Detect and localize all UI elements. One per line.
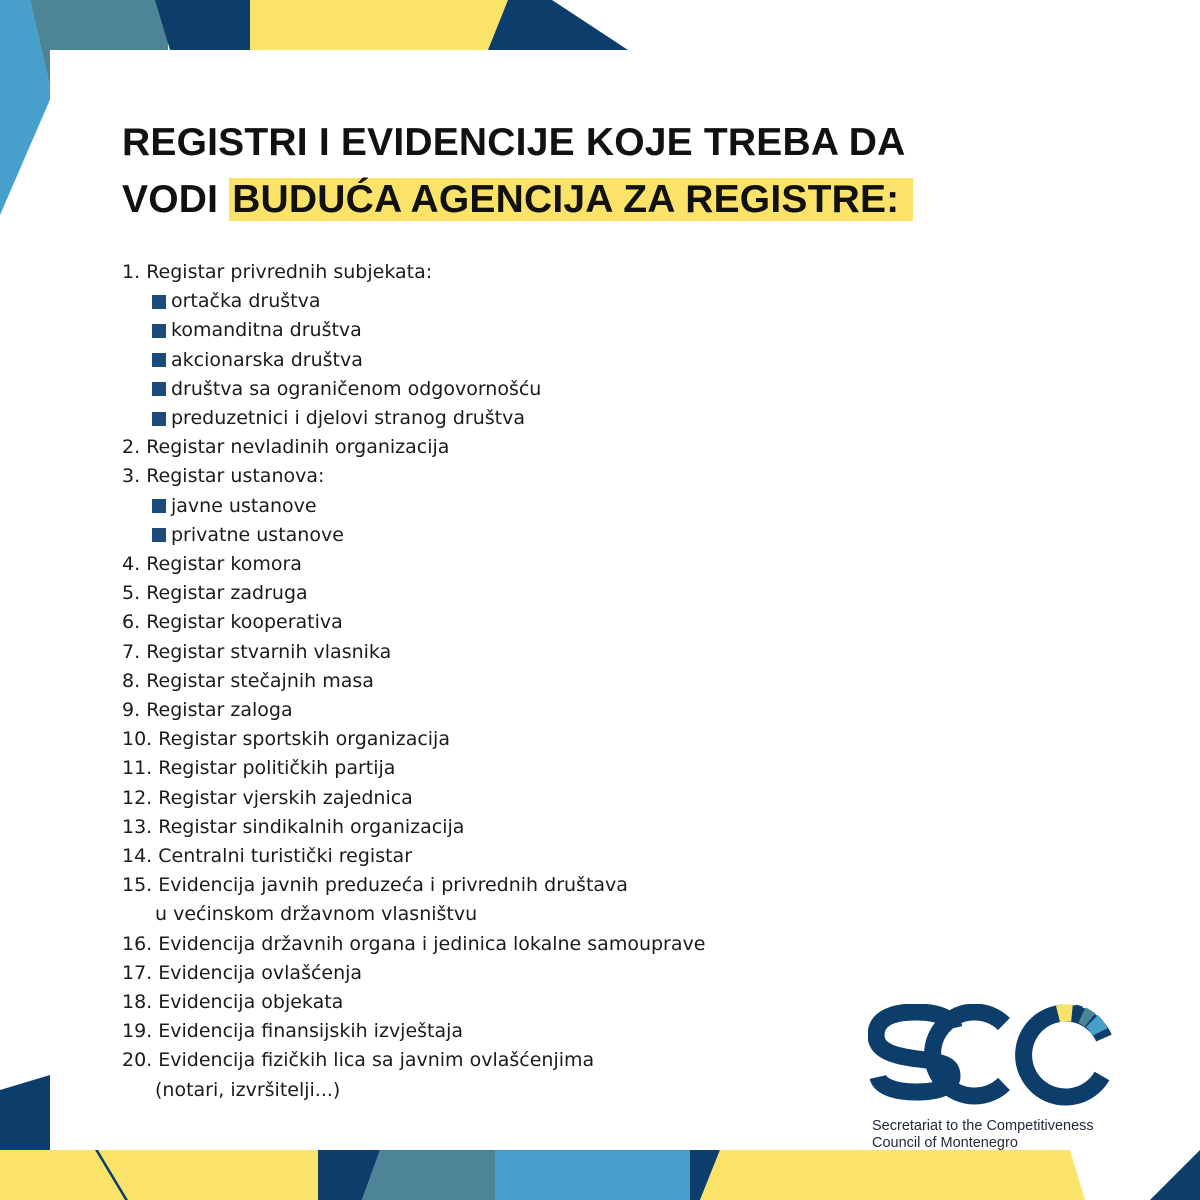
title-highlight: BUDUĆA AGENCIJA ZA REGISTRE: — [229, 178, 913, 221]
list-item-row — [122, 1046, 705, 1075]
sub-list-item — [152, 316, 705, 345]
title-line-2-prefix: VODI — [122, 178, 230, 221]
list-item-row — [122, 871, 705, 900]
list-item-text: Evidencija finansijskih izvještaja — [158, 1020, 464, 1043]
logo-arc-teal — [1082, 1015, 1090, 1020]
list-item-row — [122, 462, 705, 491]
sub-list-item-text: privatne ustanove — [171, 523, 344, 546]
square-bullet-icon — [152, 353, 166, 367]
list-item-number: 19. — [122, 1020, 153, 1043]
list-item-number: 17. — [122, 961, 153, 984]
list-item-number: 12. — [122, 786, 153, 809]
logo-arc-lightblue — [1092, 1021, 1100, 1032]
list-item — [122, 784, 705, 813]
scc-logo-icon — [868, 1004, 1128, 1112]
list-item — [122, 696, 705, 725]
sub-list-item-text: društva sa ograničenom odgovornošću — [171, 377, 542, 400]
list-item-row — [122, 1017, 705, 1046]
list-item-text: Evidencija ovlašćenja — [158, 961, 363, 984]
list-item-row — [122, 813, 705, 842]
list-item — [122, 754, 705, 783]
list-item-text: Registar komora — [146, 553, 302, 576]
sub-list-item — [152, 375, 705, 404]
list-item-number: 4. — [122, 553, 141, 576]
list-item — [122, 842, 705, 871]
square-bullet-icon — [152, 528, 166, 542]
list-item — [122, 258, 705, 433]
logo-arc-navy — [1074, 1013, 1080, 1015]
sub-list-item — [152, 287, 705, 316]
list-item — [122, 667, 705, 696]
sub-list — [122, 287, 705, 433]
list-item-number: 2. — [122, 436, 141, 459]
list-item-continuation: (notari, izvršitelji...) — [155, 1078, 341, 1101]
list-item-text: Registar stečajnih masa — [146, 669, 374, 692]
list-item-number: 20. — [122, 1049, 153, 1072]
list-item — [122, 1017, 705, 1046]
sub-list-item — [152, 492, 705, 521]
list-item-text: Registar kooperativa — [146, 611, 343, 634]
list-item-number: 14. — [122, 845, 153, 868]
list-item — [122, 813, 705, 842]
list-item — [122, 579, 705, 608]
list-item-text: Evidencija javnih preduzeća i privrednih društava — [158, 874, 628, 897]
list-item — [122, 959, 705, 988]
list-item-text: Registar nevladinih organizacija — [146, 436, 450, 459]
square-bullet-icon — [152, 382, 166, 396]
sub-list-item-text: preduzetnici i djelovi stranog društva — [171, 407, 525, 430]
list-item — [122, 550, 705, 579]
list-item-number: 3. — [122, 465, 141, 488]
list-item — [122, 725, 705, 754]
list-item — [122, 608, 705, 637]
list-item-row — [122, 930, 705, 959]
list-item-number: 10. — [122, 728, 153, 751]
list-item-text: Registar privrednih subjekata: — [146, 261, 433, 283]
list-item — [122, 871, 705, 929]
square-bullet-icon — [152, 324, 166, 338]
list-item-row — [122, 638, 705, 667]
list-item-text: Registar vjerskih zajednica — [158, 786, 413, 809]
square-bullet-icon — [152, 295, 166, 309]
deco-bottom-yellow-2 — [98, 1150, 318, 1200]
list-item-text: Centralni turistički registar — [158, 845, 413, 868]
list-item-text: Registar stvarnih vlasnika — [146, 640, 392, 663]
list-item — [122, 462, 705, 550]
list-item-number: 11. — [122, 757, 153, 780]
list-item-text: Registar zadruga — [146, 582, 308, 605]
logo-arc-yellow — [1058, 1013, 1072, 1014]
square-bullet-icon — [152, 499, 166, 513]
sub-list-item — [152, 346, 705, 375]
deco-top-navy-1 — [155, 0, 250, 50]
list-item-number: 6. — [122, 611, 141, 634]
logo-caption — [872, 1118, 1094, 1152]
list-item-number: 15. — [122, 874, 153, 897]
list-item-text: Registar ustanova: — [146, 465, 325, 488]
list-item — [122, 638, 705, 667]
list-item-row — [122, 696, 705, 725]
list-item-text: Evidencija državnih organa i jedinica lokalne samouprave — [158, 932, 706, 955]
list-item — [122, 988, 705, 1017]
sub-list-item-text: komanditna društva — [171, 319, 362, 342]
sub-list-item-text: javne ustanove — [171, 494, 317, 517]
logo-caption-line-2: Council of Montenegro — [872, 1135, 1018, 1151]
list-item-row — [122, 959, 705, 988]
list-item-row — [122, 754, 705, 783]
list-item-text: Registar zaloga — [146, 699, 293, 722]
deco-bottom-navy-left — [0, 1075, 50, 1150]
registry-list — [122, 258, 705, 1105]
list-item — [122, 930, 705, 959]
deco-top-yellow — [250, 0, 508, 50]
deco-bottom-navy-right — [1150, 1150, 1200, 1200]
logo-caption-line-1: Secretariat to the Competitiveness — [872, 1118, 1094, 1134]
list-item-text: Evidencija fizičkih lica sa javnim ovlašćenjima — [158, 1049, 595, 1072]
list-item — [122, 433, 705, 462]
list-item-row — [122, 842, 705, 871]
list-item-number: 13. — [122, 815, 153, 838]
list-item-number: 16. — [122, 932, 153, 955]
logo-letter-c1 — [933, 1012, 1004, 1096]
list-item-number: 1. — [122, 261, 141, 283]
deco-bottom-lightblue — [495, 1150, 690, 1200]
list-item-row — [122, 608, 705, 637]
list-item-row — [122, 784, 705, 813]
title-line-1: REGISTRI I EVIDENCIJE KOJE TREBA DA — [122, 121, 906, 164]
list-item-row — [122, 258, 705, 287]
list-item-number: 7. — [122, 640, 141, 663]
list-item-row — [122, 725, 705, 754]
sub-list-item-text: akcionarska društva — [171, 348, 363, 371]
sub-list — [122, 492, 705, 550]
sub-list-item-text: ortačka društva — [171, 290, 321, 313]
list-item-row — [122, 579, 705, 608]
list-item-number: 9. — [122, 699, 141, 722]
list-item-text: Registar političkih partija — [158, 757, 396, 780]
deco-top-navy-2 — [488, 0, 628, 50]
list-item-number: 18. — [122, 991, 153, 1014]
list-item-number: 8. — [122, 669, 141, 692]
square-bullet-icon — [152, 412, 166, 426]
list-item-number: 5. — [122, 582, 141, 605]
list-item-text: Registar sindikalnih organizacija — [158, 815, 465, 838]
list-item-continuation: u većinskom državnom vlasništvu — [155, 903, 478, 926]
list-item-text: Registar sportskih organizacija — [158, 728, 450, 751]
list-item-row — [122, 433, 705, 462]
list-item-text: Evidencija objekata — [158, 991, 344, 1014]
sub-list-item — [152, 404, 705, 433]
list-item-row — [122, 667, 705, 696]
deco-bottom-yellow-3 — [700, 1150, 1085, 1200]
deco-bottom-teal — [362, 1150, 495, 1200]
list-item-row — [122, 988, 705, 1017]
page-title — [122, 114, 913, 228]
sub-list-item — [152, 521, 705, 550]
list-item — [122, 1046, 705, 1104]
list-item-row — [122, 550, 705, 579]
